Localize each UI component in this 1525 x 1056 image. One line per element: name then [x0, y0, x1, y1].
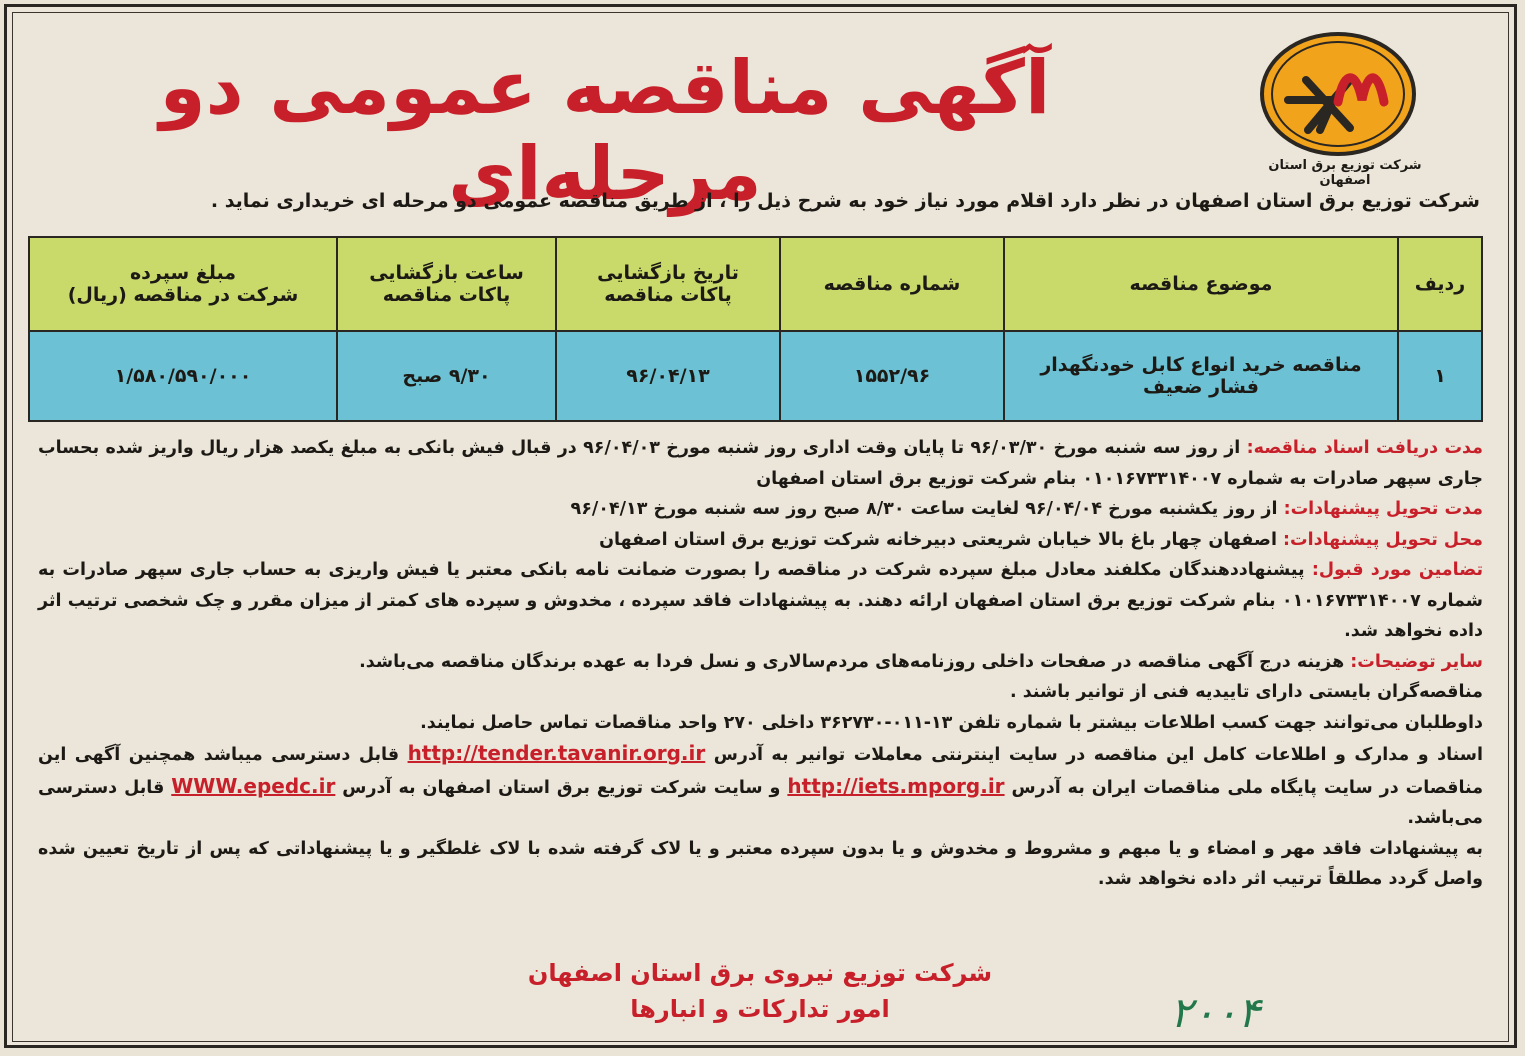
cell-subject-line2: فشار ضعیف — [1143, 376, 1259, 398]
header-number: شماره مناقصه — [780, 237, 1004, 331]
cell-deposit: ۱/۵۸۰/۵۹۰/۰۰۰ — [29, 331, 337, 421]
header-open-date-line1: تاریخ بازگشایی — [597, 262, 739, 284]
section-guarantees — [38, 555, 1483, 647]
handwritten-number: ۲۰۰۴ — [1170, 988, 1261, 1037]
header-deposit — [29, 237, 337, 331]
epedc-link[interactable]: WWW.epedc.ir — [171, 773, 336, 798]
header-deposit-line1: مبلغ سپرده — [129, 262, 237, 284]
page-title: آگهی مناقصه عمومی دو مرحله‌ای — [159, 45, 1051, 217]
section-text: پیشنهاددهندگان مکلفند معادل مبلغ سپرده شرکت در مناقصه را بصورت ضمانت نامه بانکی معتبر یا فیش واریزی به حساب جاری سپهر صادرات به شماره ۰۱۰۱۶۷۳۳۱۴۰۰۷ بنام شرکت توزیع برق استان اصفهان ارائه دهند. به پیشنهادات فاقد سپرده ، مخدوش و سپرده های کمتر از میزان مقرر و چک شخصی ترتیب اثر داده نخواهد شد. — [38, 560, 1483, 641]
section-label: مدت تحویل پیشنهادات: — [1283, 499, 1483, 519]
cell-number: ۱۵۵۲/۹۶ — [780, 331, 1004, 421]
header-open-time-line2: پاکات مناقصه — [382, 284, 511, 306]
section-submission-period — [38, 494, 1483, 525]
header-open-date-line2: پاکات مناقصه — [604, 284, 732, 306]
header-open-date — [556, 237, 780, 331]
paragraph-contact: داوطلبان می‌توانند جهت کسب اطلاعات بیشتر با شماره تلفن ۱۳-۰۱۱-۳۶۲۷۳۰ داخلی ۲۷۰ واحد مناقصات تماس حاصل نمایند. — [420, 712, 1483, 733]
signature-line1: شرکت توزیع نیروی برق استان اصفهان — [527, 959, 993, 987]
header-open-time — [337, 237, 556, 331]
cell-subject-line1: مناقصه خرید انواع کابل خودنگهدار — [1040, 354, 1362, 376]
websites-text-c: و سایت شرکت توزیع برق استان اصفهان به آدرس — [342, 777, 781, 798]
websites-text-d: قابل دسترسی می‌باشد. — [38, 777, 1483, 828]
cell-open-time: ۹/۳۰ صبح — [337, 331, 556, 421]
iets-mporg-link[interactable]: http://iets.mporg.ir — [787, 773, 1005, 798]
company-name-small: شرکت توزیع برق استان اصفهان — [1268, 158, 1422, 188]
section-label: محل تحویل پیشنهادات: — [1283, 529, 1483, 550]
tender-table — [28, 236, 1483, 422]
section-label: سایر توضیحات: — [1350, 651, 1483, 672]
company-logo-icon — [1258, 30, 1418, 158]
notice-body — [38, 433, 1483, 895]
websites-text-a: اسناد و مدارک و اطلاعات کامل این مناقصه در سایت اینترنتی معاملات توانیر به آدرس — [713, 745, 1484, 765]
paragraph-technical-approval: مناقصه‌گران بایستی دارای تاییدیه فنی از توانیر باشند . — [1010, 682, 1483, 702]
signature-line2: امور تدارکات و انبارها — [630, 995, 890, 1023]
paragraph-websites — [38, 738, 1483, 834]
cell-subject — [1004, 331, 1398, 421]
section-label: مدت دریافت اسناد مناقصه: — [1246, 438, 1483, 458]
cell-open-date: ۹۶/۰۴/۱۳ — [556, 331, 780, 421]
header-deposit-line2: شرکت در مناقصه (ریال) — [67, 284, 299, 306]
section-text: اصفهان چهار باغ بالا خیابان شریعتی دبیرخانه شرکت توزیع برق استان اصفهان — [599, 529, 1277, 550]
section-document-period — [38, 433, 1483, 494]
section-label: تضامین مورد قبول: — [1311, 560, 1484, 580]
section-text: از روز یکشنبه مورخ ۹۶/۰۴/۰۴ لغایت ساعت ۸/۳۰ صبح روز سه شنبه مورخ ۹۶/۰۴/۱۳ — [570, 499, 1278, 519]
header-row-number: ردیف — [1398, 237, 1482, 331]
intro-text: شرکت توزیع برق استان اصفهان در نظر دارد اقلام مورد نیاز خود به شرح ذیل را ، از طریق مناقصه عمومی دو مرحله ای خریداری نماید . — [210, 190, 1480, 212]
table-row — [29, 331, 1482, 421]
header-open-time-line1: ساعت بازگشایی — [369, 262, 524, 284]
table-header-row — [29, 237, 1482, 331]
tender-tavanir-link[interactable]: http://tender.tavanir.org.ir — [407, 741, 706, 765]
paragraph-rejection: به پیشنهادات فاقد مهر و امضاء و یا مبهم و مشروط و مخدوش و یا بدون سپرده معتبر و یا لاک گرفته شده با لاک غلطگیر و یا پیشنهاداتی که پس از تاریخ تعیین شده واصل گردد مطلقاً ترتیب اثر داده نخواهد شد. — [38, 838, 1483, 889]
signature-block — [480, 955, 1040, 1027]
section-text: هزینه درج آگهی مناقصه در صفحات داخلی روزنامه‌های مردم‌سالاری و نسل فردا به عهده برندگان مناقصه می‌باشد. — [359, 651, 1345, 672]
section-submission-place — [38, 525, 1483, 556]
section-other-notes — [38, 647, 1483, 678]
websites-text-b: قابل دسترسی میباشد همچنین آگهی این مناقصات در سایت پایگاه ملی مناقصات ایران به آدرس — [38, 745, 1484, 798]
section-text: از روز سه شنبه مورخ ۹۶/۰۳/۳۰ تا پایان وقت اداری روز شنبه مورخ ۹۶/۰۴/۰۳ در قبال فیش بانکی به مبلغ یکصد هزار ریال واریز شده بحساب جاری سپهر صادرات به شماره ۰۱۰۱۶۷۳۳۱۴۰۰۷ بنام شرکت توزیع برق استان اصفهان — [38, 438, 1483, 489]
header-subject: موضوع مناقصه — [1004, 237, 1398, 331]
cell-row-number: ۱ — [1398, 331, 1482, 421]
